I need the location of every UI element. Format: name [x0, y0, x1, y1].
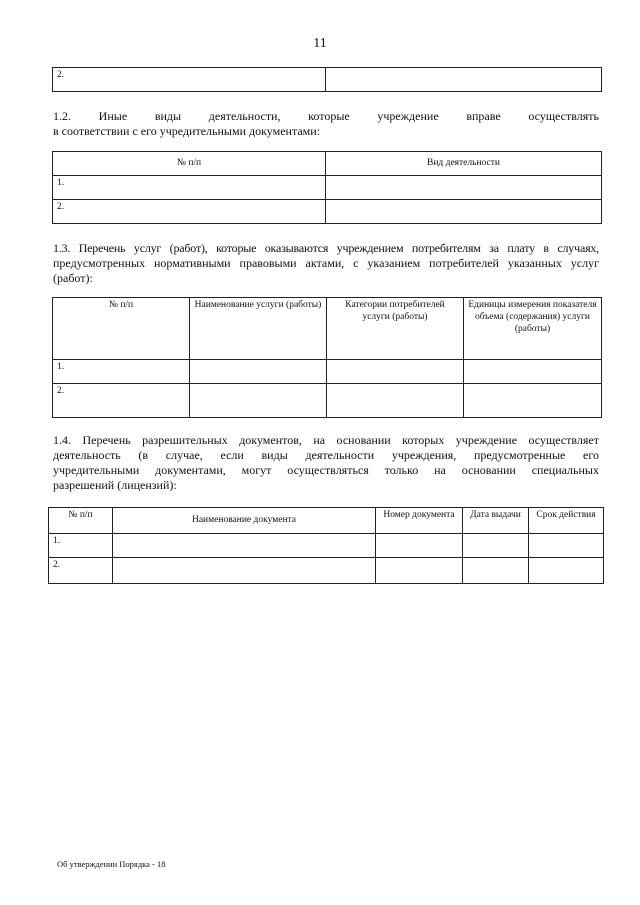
table-cell — [326, 68, 602, 92]
column-header: № п/п — [49, 508, 113, 534]
continuation-table — [52, 67, 602, 92]
table-row — [53, 200, 602, 224]
table-cell: 1. — [53, 360, 190, 384]
table-cell: 2. — [53, 200, 326, 224]
section-1-2-line-2: в соответствии с его учредительными документами: — [53, 124, 321, 138]
activity-types-table — [52, 151, 602, 224]
table-cell — [190, 360, 327, 384]
table-header-row — [49, 508, 604, 534]
column-header: Наименование документа — [113, 508, 376, 534]
column-header: № п/п — [53, 152, 326, 176]
table-cell — [376, 534, 463, 558]
table-cell: 2. — [53, 68, 326, 92]
column-header: Дата выдачи — [463, 508, 529, 534]
table-row — [53, 68, 602, 92]
table-header-row — [53, 298, 602, 360]
column-header: Единицы измерения показателя объема (содержания) услуги (работы) — [464, 298, 602, 360]
table-cell — [463, 558, 529, 584]
section-1-4-line-2: деятельность (в случае, если виды деятельности учреждения, предусмотренные его — [53, 448, 599, 462]
table-cell — [326, 200, 602, 224]
column-header: Номер документа — [376, 508, 463, 534]
table-row — [49, 558, 604, 584]
column-header: Вид деятельности — [326, 152, 602, 176]
section-1-3-line-3: (работ): — [53, 271, 93, 285]
column-header: № п/п — [53, 298, 190, 360]
section-1-4-line-4: разрешений (лицензий): — [53, 478, 177, 492]
table-row — [49, 534, 604, 558]
table-cell — [376, 558, 463, 584]
section-1-4-line-1: 1.4. Перечень разрешительных документов, на основании которых учреждение осуществляет — [53, 433, 599, 447]
column-header: Срок действия — [529, 508, 604, 534]
table-cell — [463, 534, 529, 558]
table-row — [53, 384, 602, 418]
section-1-2-line-1: 1.2. Иные виды деятельности, которые учреждение вправе осуществлять — [53, 109, 599, 123]
table-row — [53, 360, 602, 384]
table-header-row — [53, 152, 602, 176]
column-header: Категории потребителей услуги (работы) — [327, 298, 464, 360]
table-cell — [190, 384, 327, 418]
footer-text: Об утверждении Порядка - 18 — [57, 859, 166, 869]
table-cell: 1. — [53, 176, 326, 200]
permit-documents-table — [48, 507, 604, 584]
column-header: Наименование услуги (работы) — [190, 298, 327, 360]
table-cell — [113, 534, 376, 558]
table-cell — [464, 360, 602, 384]
table-cell: 2. — [49, 558, 113, 584]
table-cell: 1. — [49, 534, 113, 558]
table-row — [53, 176, 602, 200]
table-cell — [464, 384, 602, 418]
table-cell — [113, 558, 376, 584]
paid-services-table — [52, 297, 602, 418]
table-cell — [327, 384, 464, 418]
table-cell — [529, 558, 604, 584]
section-1-3-line-1: 1.3. Перечень услуг (работ), которые оказываются учреждением потребителям за плату в случаях, — [53, 241, 599, 255]
section-1-4-line-3: учредительными документами, могут осуществляться только на основании специальных — [53, 463, 599, 477]
section-1-3-text — [53, 241, 599, 286]
table-cell — [529, 534, 604, 558]
table-cell — [327, 360, 464, 384]
table-cell — [326, 176, 602, 200]
page-number: 11 — [313, 36, 327, 51]
section-1-4-text — [53, 433, 599, 493]
section-1-2-text — [53, 109, 599, 139]
table-cell: 2. — [53, 384, 190, 418]
section-1-3-line-2: предусмотренных нормативными правовыми актами, с указанием потребителей указанных услуг — [53, 256, 599, 270]
